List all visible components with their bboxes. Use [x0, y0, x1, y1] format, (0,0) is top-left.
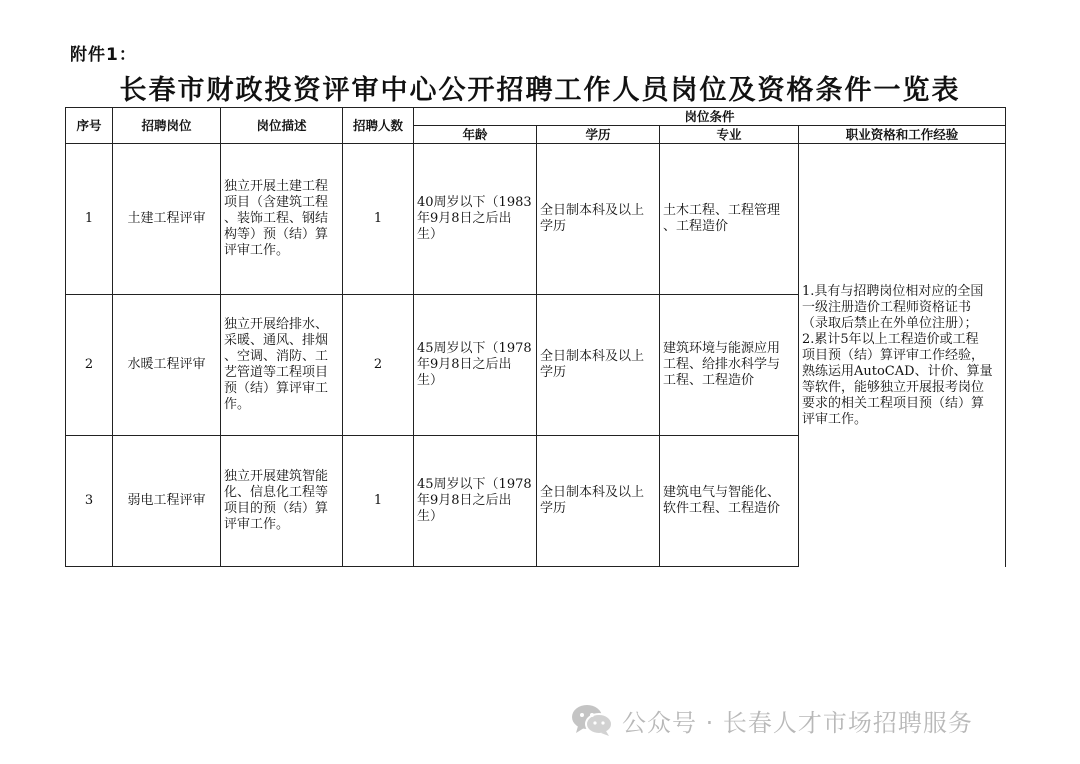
- wechat-icon: [570, 702, 614, 738]
- row-1-index: 1: [84, 211, 94, 226]
- row-1-position: 土建工程评审: [127, 211, 206, 226]
- row-2-count: 2: [373, 357, 383, 372]
- header-description: 岗位描述: [256, 117, 307, 133]
- watermark: [570, 700, 973, 740]
- watermark-text: 公众号 · 长春人才市场招聘服务: [622, 708, 973, 737]
- row-1-major: 土木工程、工程管理 、工程造价: [663, 203, 781, 234]
- row-3-major: 建筑电气与智能化、 软件工程、工程造价: [663, 485, 781, 516]
- row-3-education: 全日制本科及以上 学历: [540, 485, 645, 516]
- row-1-education: 全日制本科及以上 学历: [540, 203, 645, 234]
- header-major: 专业: [716, 126, 742, 142]
- row-1-count: 1: [373, 211, 383, 226]
- row-3-position: 弱电工程评审: [127, 493, 206, 508]
- row-2-education: 全日制本科及以上 学历: [540, 349, 645, 380]
- row-2-major: 建筑环境与能源应用 工程、给排水科学与 工程、工程造价: [663, 341, 781, 388]
- row-2-index: 2: [84, 357, 94, 372]
- header-position: 招聘岗位: [141, 117, 192, 133]
- row-1-description: 独立开展土建工程 项目（含建筑工程 、装饰工程、钢结 构等）预（结）算 评审工作。: [224, 179, 329, 258]
- row-3-index: 3: [84, 493, 94, 508]
- row-3-count: 1: [373, 493, 383, 508]
- row-2-position: 水暖工程评审: [127, 357, 206, 372]
- header-count: 招聘人数: [352, 117, 403, 133]
- row-2-age: 45周岁以下（1978 年9月8日之后出 生）: [417, 341, 532, 388]
- row-2-description: 独立开展给排水、 采暖、通风、排烟 、空调、消防、工 艺管道等工程项目 预（结）算评审工 作。: [224, 317, 329, 412]
- qualification-cell: 1.具有与招聘岗位相对应的全国 一级注册造价工程师资格证书 （录取后禁止在外单位注册）； 2.累计5年以上工程造价或工程 项目预（结）算评审工作经验， 熟练运用AutoCAD、计价、算量 等软件，能够独立开展报考岗位 要求的相关工程项目预（结）算 评审工作。: [802, 283, 993, 427]
- row-3-age: 45周岁以下（1978 年9月8日之后出 生）: [417, 477, 532, 524]
- attachment-label: 附件1：: [70, 45, 137, 65]
- row-1-age: 40周岁以下（1983 年9月8日之后出 生）: [417, 195, 532, 242]
- header-education: 学历: [585, 126, 611, 142]
- header-qualification: 职业资格和工作经验: [845, 126, 959, 142]
- row-3-description: 独立开展建筑智能 化、信息化工程等 项目的预（结）算 评审工作。: [224, 469, 329, 532]
- header-age: 年龄: [462, 126, 488, 142]
- page-title: 长春市财政投资评审中心公开招聘工作人员岗位及资格条件一览表: [119, 75, 961, 106]
- header-conditions: 岗位条件: [684, 108, 735, 124]
- header-index: 序号: [76, 117, 102, 133]
- qualification-table: [65, 107, 1006, 567]
